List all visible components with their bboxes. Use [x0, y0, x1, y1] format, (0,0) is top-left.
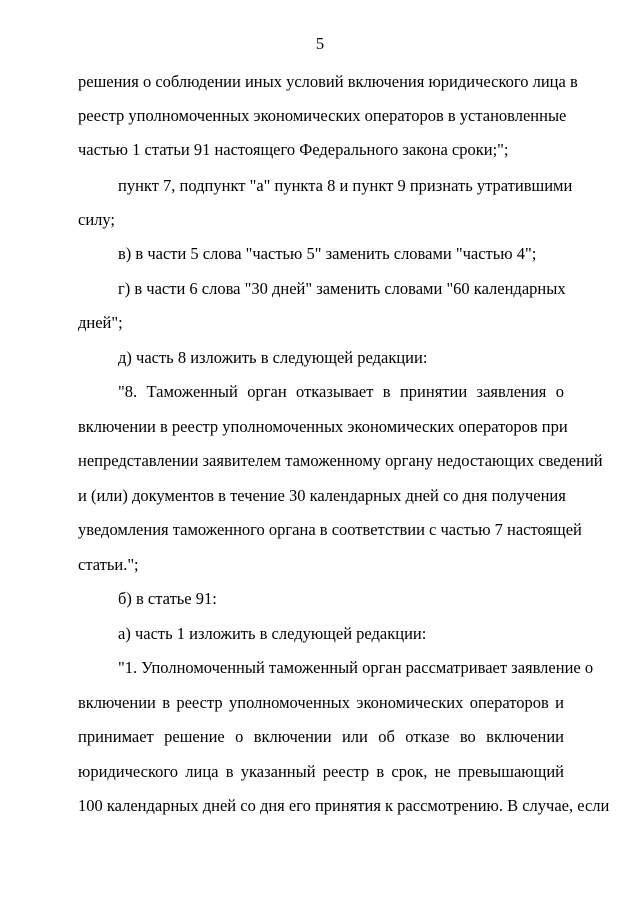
page-number: 5 [315, 34, 325, 53]
text-line: непредставлении заявителем таможенному органу недостающих сведений [78, 451, 603, 470]
text-line: принимает решение о включении или об отказе во включении [78, 727, 564, 746]
text-line: дней"; [78, 313, 123, 332]
text-line: силу; [78, 210, 116, 229]
text-line: юридического лица в указанный реестр в срок, не превышающий [78, 762, 564, 781]
text-line: "8. Таможенный орган отказывает в принятии заявления о [118, 382, 564, 401]
text-line: и (или) документов в течение 30 календарных дней со дня получения [78, 486, 566, 505]
text-line: в) в части 5 слова "частью 5" заменить словами "частью 4"; [118, 244, 537, 263]
text-line: включении в реестр уполномоченных экономических операторов при [78, 417, 568, 436]
text-line: г) в части 6 слова "30 дней" заменить словами "60 календарных [118, 279, 566, 298]
text-line: реестр уполномоченных экономических операторов в установленные [78, 106, 567, 125]
text-line: 100 календарных дней со дня его принятия к рассмотрению. В случае, если [78, 796, 610, 815]
text-line: статьи."; [78, 555, 139, 574]
text-line: "1. Уполномоченный таможенный орган рассматривает заявление о [118, 658, 594, 677]
text-line: частью 1 статьи 91 настоящего Федерального закона сроки;"; [78, 140, 509, 159]
text-line: включении в реестр уполномоченных экономических операторов и [78, 693, 564, 712]
text-line: д) часть 8 изложить в следующей редакции: [118, 348, 428, 367]
text-line: б) в статье 91: [118, 589, 217, 608]
text-line: пункт 7, подпункт "а" пункта 8 и пункт 9 признать утратившими [118, 176, 573, 195]
text-line: решения о соблюдении иных условий включения юридического лица в [78, 72, 578, 91]
text-line: уведомления таможенного органа в соответствии с частью 7 настоящей [78, 520, 582, 539]
text-line: а) часть 1 изложить в следующей редакции: [118, 624, 427, 643]
